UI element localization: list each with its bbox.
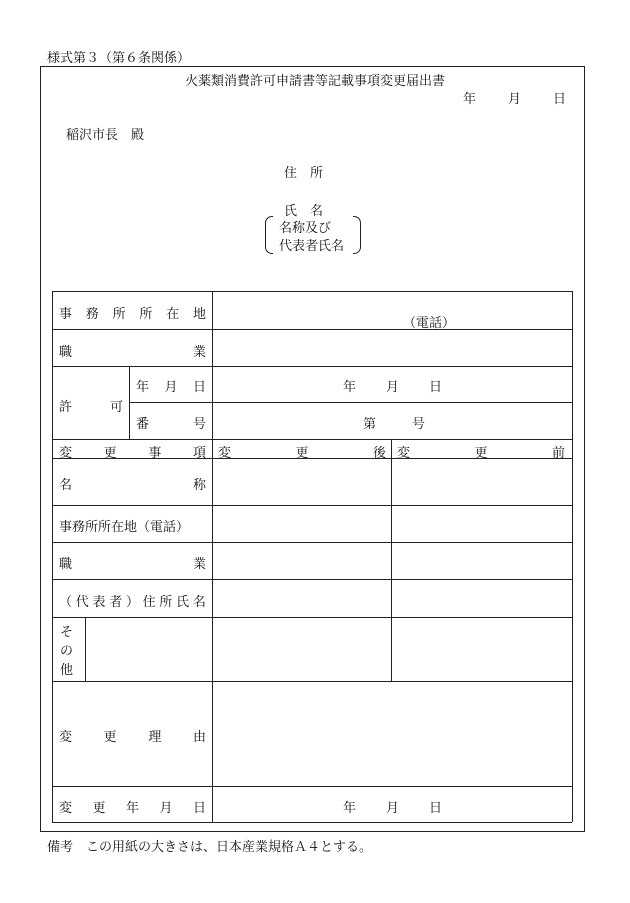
applicant-name-label: 氏 名	[284, 204, 324, 219]
reason-label: 変 更 理 由	[59, 730, 206, 745]
change-date-label: 変 更 年 月 日	[59, 801, 206, 816]
phone-label: （電話）	[403, 316, 456, 331]
form-number-label: 様式第３（第６条関係）	[47, 51, 191, 66]
office-location-label: 事 務 所 所 在 地	[59, 307, 206, 322]
before-change-header: 変 更 前	[397, 446, 565, 461]
rep-label-line1: 名称及び	[279, 221, 332, 236]
row-office-phone-label: 事務所所在地（電話）	[59, 520, 190, 535]
representative-bracket	[265, 214, 361, 254]
date-day-label: 日	[553, 92, 567, 107]
row-name-label: 名 称	[59, 478, 206, 493]
change-date-value: 年 月 日	[343, 801, 443, 816]
applicant-address-label: 住 所	[284, 166, 324, 181]
change-item-header: 変 更 事 項	[59, 446, 206, 461]
addressee: 稲沢市長 殿	[66, 128, 145, 143]
remarks-note: 備考 この用紙の大きさは、日本産業規格Ａ４とする。	[47, 840, 373, 855]
permit-number-value: 第 号	[363, 417, 426, 432]
permit-label: 許 可	[59, 400, 123, 415]
date-year-label: 年	[463, 92, 477, 107]
rep-label-line2: 代表者氏名	[279, 239, 345, 254]
permit-number-label: 番 号	[136, 417, 206, 432]
date-month-label: 月	[508, 92, 522, 107]
row-other-label: その他	[60, 625, 74, 678]
row-rep-address-label: （ 代 表 者 ） 住 所 氏 名	[59, 595, 206, 610]
document-title: 火薬類消費許可申請書等記載事項変更届出書	[184, 74, 445, 89]
after-change-header: 変 更 後	[218, 446, 386, 461]
submission-date	[463, 88, 566, 107]
occupation-label: 職 業	[59, 345, 206, 360]
permit-date-value: 年 月 日	[343, 380, 443, 395]
row-occupation-label: 職 業	[59, 557, 206, 572]
permit-date-label: 年 月 日	[136, 380, 206, 395]
